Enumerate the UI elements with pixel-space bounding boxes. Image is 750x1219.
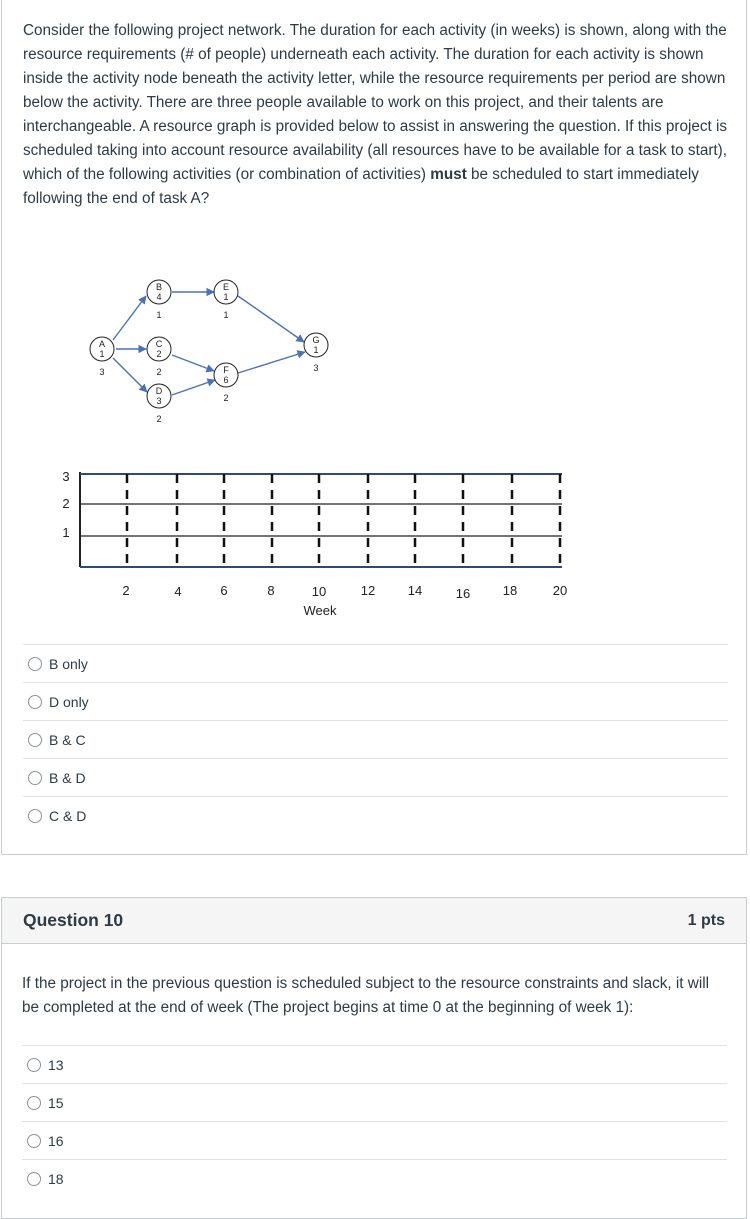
radio-button[interactable] <box>28 733 42 747</box>
x-tick-label: 14 <box>407 583 423 598</box>
y-tick-label: 1 <box>62 525 70 540</box>
network-nodes <box>90 280 328 424</box>
resource-graph <box>62 469 567 618</box>
node-duration: 2 <box>156 349 162 359</box>
q10-answer-option[interactable] <box>22 1045 727 1083</box>
node-resources: 2 <box>156 414 162 424</box>
q9-answer-option[interactable] <box>23 720 728 758</box>
question-points: 1 pts <box>687 911 725 929</box>
y-tick-label: 3 <box>62 469 70 484</box>
radio-button[interactable] <box>27 1058 41 1072</box>
node-duration: 1 <box>223 292 229 302</box>
node-resources: 2 <box>223 393 229 403</box>
node-duration: 6 <box>223 375 229 385</box>
arrow-a-d <box>113 358 147 392</box>
question-9-text: Consider the following project network. The duration for each activity (in weeks) is shown, along with the resource requirements (# of people) underneath each activity. The duration for each activity is shown inside the activity node beneath the activity letter, while the resource requirements per period are shown below the activity. There are three people available to work on this project, and their talents are interchangeable. A resource graph is provided below to assist in answering the question. If this project is scheduled taking into account resource availability (all resources have to be available for a task to start), which of the following activities (or combination of activities) must be scheduled to start immediately following the end of task A? <box>23 22 728 207</box>
answer-label: 13 <box>48 1056 64 1073</box>
radio-button[interactable] <box>28 695 42 709</box>
arrow-d-f <box>172 380 215 395</box>
activity-node-b <box>147 280 171 320</box>
x-axis-label: Week <box>303 603 337 618</box>
q9-answer-option[interactable] <box>23 644 728 682</box>
activity-node-f <box>214 363 238 403</box>
x-tick-label: 12 <box>360 583 376 598</box>
question-title: Question 10 <box>23 910 124 930</box>
x-tick-label: 18 <box>502 583 518 598</box>
radio-button[interactable] <box>27 1134 41 1148</box>
node-duration: 3 <box>156 396 162 406</box>
x-tick-label: 6 <box>220 583 228 598</box>
question-9-panel <box>1 0 747 855</box>
arrow-c-f <box>172 355 214 371</box>
node-letter: E <box>222 282 230 292</box>
radio-button[interactable] <box>28 809 42 823</box>
answer-label: B & D <box>49 769 86 786</box>
q9-answer-option[interactable] <box>23 682 728 720</box>
x-tick-marks <box>127 474 560 565</box>
question-10-text: If the project in the previous question is scheduled subject to the resource constraints and slack, it will be completed at the end of week (The project begins at time 0 at the beginning of week 1): <box>22 975 710 1016</box>
arrow-a-b <box>113 296 146 340</box>
answer-label: C & D <box>49 807 87 824</box>
node-resources: 1 <box>156 310 162 320</box>
x-tick-label: 16 <box>455 586 471 601</box>
radio-button[interactable] <box>27 1096 41 1110</box>
node-letter: A <box>98 339 106 349</box>
node-letter: C <box>155 339 163 349</box>
node-letter: F <box>223 365 229 375</box>
answer-label: D only <box>49 693 89 710</box>
answer-label: B only <box>49 655 88 672</box>
network-arrows <box>113 292 305 395</box>
q10-answer-option[interactable] <box>22 1121 727 1159</box>
x-tick-label: 8 <box>267 583 275 598</box>
node-duration: 1 <box>99 349 105 359</box>
x-tick-label: 20 <box>552 583 568 598</box>
node-duration: 4 <box>156 292 162 302</box>
question-10-header <box>2 898 746 944</box>
node-resources: 3 <box>99 367 105 377</box>
q10-answer-option[interactable] <box>22 1083 727 1121</box>
q10-answer-option[interactable] <box>22 1159 727 1197</box>
node-duration: 1 <box>313 345 319 355</box>
question-10-answers <box>22 1045 727 1197</box>
question-10-panel <box>1 897 747 1219</box>
activity-node-e <box>214 280 238 320</box>
arrow-e-g <box>238 296 304 342</box>
answer-label: 18 <box>48 1170 64 1187</box>
node-letter: D <box>155 386 163 396</box>
node-letter: G <box>312 335 320 345</box>
node-resources: 2 <box>156 367 162 377</box>
question-9-answers <box>23 644 728 834</box>
node-letter: B <box>155 282 163 292</box>
radio-button[interactable] <box>27 1172 41 1186</box>
arrow-f-g <box>238 352 305 373</box>
answer-label: B & C <box>49 731 86 748</box>
radio-button[interactable] <box>28 771 42 785</box>
activity-node-c <box>147 337 171 377</box>
q9-answer-option[interactable] <box>23 796 728 834</box>
answer-label: 16 <box>48 1132 64 1149</box>
answer-label: 15 <box>48 1094 64 1111</box>
node-resources: 1 <box>223 310 229 320</box>
axis-labels <box>62 469 567 601</box>
y-tick-label: 2 <box>62 496 70 511</box>
activity-node-d <box>147 384 171 424</box>
x-tick-label: 10 <box>311 584 327 599</box>
activity-node-g <box>304 333 328 373</box>
project-network-diagram <box>52 265 582 625</box>
q9-answer-option[interactable] <box>23 758 728 796</box>
x-tick-label: 2 <box>122 583 130 598</box>
activity-node-a <box>90 337 114 377</box>
radio-button[interactable] <box>28 657 42 671</box>
x-tick-label: 4 <box>174 584 182 599</box>
node-resources: 3 <box>313 363 319 373</box>
